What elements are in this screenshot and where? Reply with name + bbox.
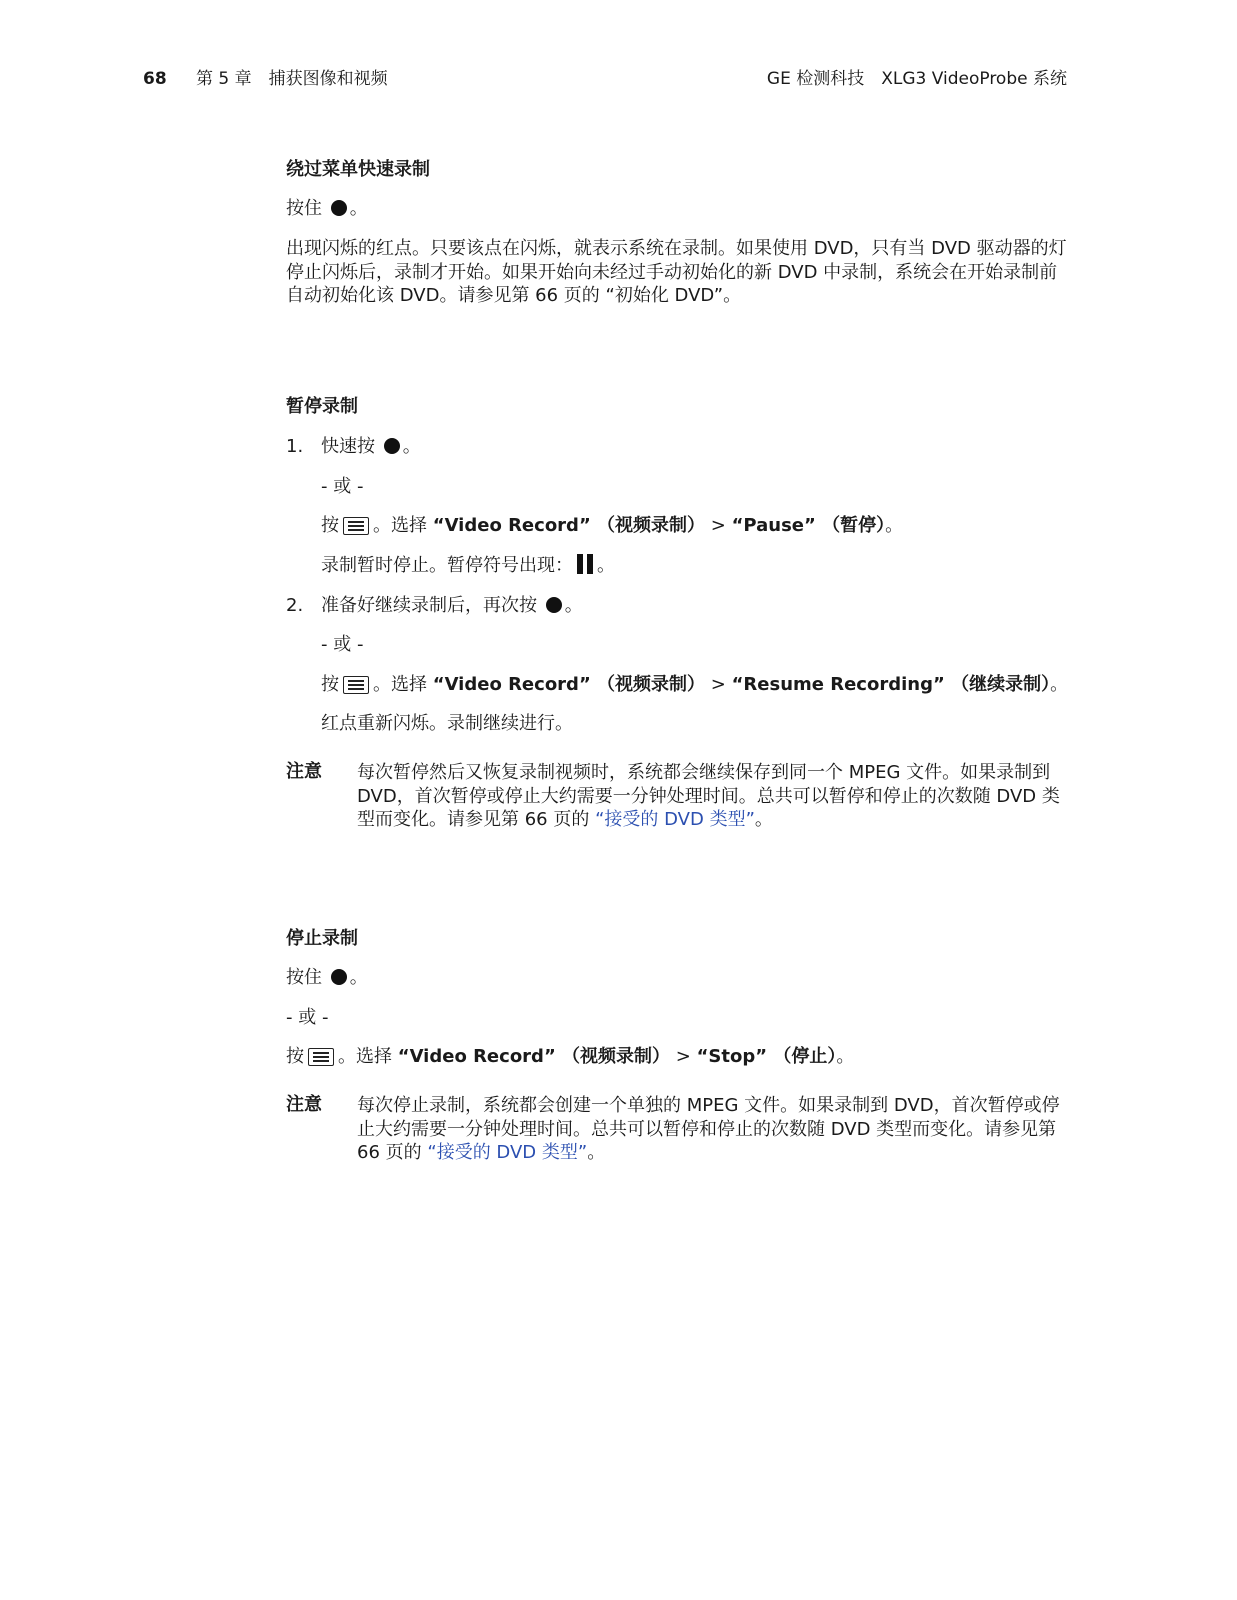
- dvd-types-link[interactable]: “接受的 DVD 类型”: [595, 809, 755, 830]
- period: 。: [1050, 674, 1069, 695]
- menu-video-record: “Video Record” （视频录制）: [432, 674, 706, 695]
- step-1-number: 1.: [286, 436, 304, 457]
- period: 。: [349, 198, 368, 219]
- note-text: 每次停止录制，系统都会创建一个单独的 MPEG 文件。如果录制到 DVD，首次暂停或停止大约需要一分钟处理时间。总共可以暂停和停止的次数随 DVD 类型而变化。请参见第 66 页的: [357, 1095, 1060, 1163]
- stop-instruction: [286, 966, 368, 990]
- select-text: 。选择: [373, 515, 427, 536]
- dvd-types-link[interactable]: “接受的 DVD 类型”: [427, 1142, 588, 1163]
- pause-note: [357, 761, 1069, 832]
- quick-record-instruction: [286, 197, 368, 221]
- step-1-text: [321, 435, 421, 459]
- press-text: 按: [321, 515, 339, 536]
- document-title: GE 检测科技 XLG3 VideoProbe 系统: [766, 69, 1067, 89]
- note-text: 每次暂停然后又恢复录制视频时，系统都会继续保存到同一个 MPEG 文件。如果录制到 DVD，首次暂停或停止大约需要一分钟处理时间。总共可以暂停和停止的次数随 DVD 类型而变化。请参见第 66 页的: [357, 762, 1060, 830]
- menu-video-record: “Video Record” （视频录制）: [432, 515, 706, 536]
- menu-arrow: >: [705, 674, 732, 695]
- period: 。: [587, 1142, 606, 1163]
- step-1-label: 快速按: [321, 436, 375, 457]
- menu-arrow: >: [670, 1046, 697, 1067]
- step-2-text: [321, 594, 583, 618]
- note-label: 注意: [286, 1094, 322, 1115]
- record-dot-icon: [331, 200, 347, 216]
- period: 。: [349, 967, 368, 988]
- record-dot-icon: [546, 597, 562, 613]
- resume-result: 红点重新闪烁。录制继续进行。: [321, 713, 573, 734]
- menu-pause: “Pause” （暂停）: [731, 515, 886, 536]
- section-heading-stop-record: 停止录制: [286, 928, 358, 949]
- menu-stop: “Stop” （停止）: [696, 1046, 837, 1067]
- stop-menu-instruction: [286, 1045, 854, 1069]
- menu-button-icon: [343, 676, 369, 694]
- menu-button-icon: [308, 1048, 334, 1066]
- or-separator: - 或 -: [286, 1007, 329, 1028]
- note-label: 注意: [286, 761, 322, 782]
- step-2-label: 准备好继续录制后，再次按: [321, 595, 537, 616]
- press-text: 按: [321, 674, 339, 695]
- period: 。: [564, 595, 583, 616]
- pause-result: [321, 554, 615, 578]
- press-text: 按住: [286, 198, 322, 219]
- resume-menu-instruction: [321, 673, 1068, 697]
- stop-note: [357, 1094, 1069, 1165]
- section-heading-quick-record: 绕过菜单快速录制: [286, 159, 430, 180]
- period: 。: [402, 436, 421, 457]
- period: 。: [597, 555, 615, 576]
- record-dot-icon: [331, 969, 347, 985]
- pause-symbol-icon: [577, 554, 593, 574]
- select-text: 。选择: [373, 674, 427, 695]
- period: 。: [885, 515, 904, 536]
- quick-record-paragraph: 出现闪烁的红点。只要该点在闪烁，就表示系统在录制。如果使用 DVD，只有当 DVD 驱动器的灯停止闪烁后，录制才开始。如果开始向未经过手动初始化的新 DVD 中录制，系统会在开始录制前自动初始化该 DVD。请参见第 66 页的 “初始化 DVD”。: [286, 238, 1067, 306]
- period: 。: [836, 1046, 855, 1067]
- period: 。: [754, 809, 773, 830]
- menu-button-icon: [343, 517, 369, 535]
- or-separator: - 或 -: [321, 476, 364, 497]
- or-separator: - 或 -: [321, 634, 364, 655]
- menu-resume-recording: “Resume Recording” （继续录制）: [731, 674, 1051, 695]
- menu-video-record: “Video Record” （视频录制）: [397, 1046, 671, 1067]
- press-text: 按住: [286, 967, 322, 988]
- chapter-title: 第 5 章 捕获图像和视频: [196, 69, 388, 89]
- menu-arrow: >: [705, 515, 732, 536]
- pause-menu-instruction: [321, 514, 903, 538]
- select-text: 。选择: [338, 1046, 392, 1067]
- pause-result-text: 录制暂时停止。暂停符号出现：: [321, 555, 573, 576]
- step-2-number: 2.: [286, 595, 304, 616]
- press-text: 按: [286, 1046, 304, 1067]
- record-dot-icon: [384, 438, 400, 454]
- page-number: 68: [143, 69, 167, 89]
- section-heading-pause-record: 暂停录制: [286, 396, 358, 417]
